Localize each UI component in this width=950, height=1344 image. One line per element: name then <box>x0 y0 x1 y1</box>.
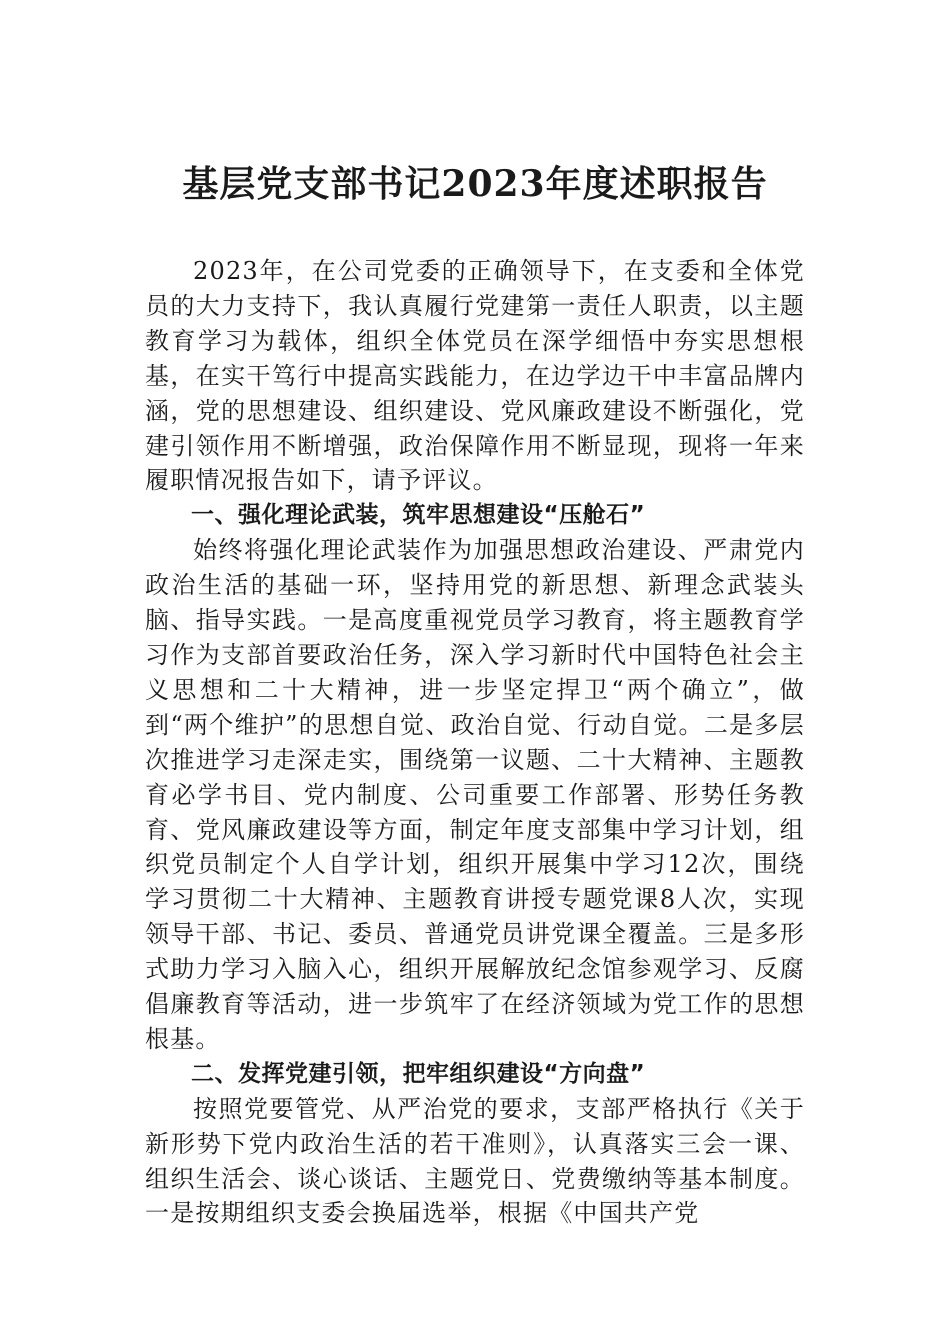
section-2-heading: 二、发挥党建引领，把牢组织建设“方向盘” <box>191 1060 646 1087</box>
section-2-paragraph: 按照党要管党、从严治党的要求，支部严格执行《关于新形势下党内政治生活的若干准则》，认真落实三会一课、组织生活会、谈心谈话、主题党日、党费缴纳等基本制度。一是按期组织支委会换届选举，根据《中国共产党 <box>145 1094 805 1228</box>
section-1-heading: 一、强化理论武装，筑牢思想建设“压舱石” <box>191 502 646 529</box>
document-title: 基层党支部书记2023年度述职报告 <box>182 163 768 205</box>
intro-paragraph: 2023年，在公司党委的正确领导下，在支委和全体党员的大力支持下，我认真履行党建第一责任人职责，以主题教育学习为载体，组织全体党员在深学细悟中夯实思想根基，在实干笃行中提高实践能力，在边学边干中丰富品牌内涵，党的思想建设、组织建设、党风廉政建设不断强化，党建引领作用不断增强，政治保障作用不断显现，现将一年来履职情况报告如下，请予评议。 <box>145 257 805 495</box>
document-body <box>145 254 805 1231</box>
section-1-paragraph: 始终将强化理论武装作为加强思想政治建设、严肃党内政治生活的基础一环，坚持用党的新思想、新理念武装头脑、指导实践。一是高度重视党员学习教育，将主题教育学习作为支部首要政治任务，深入学习新时代中国特色社会主义思想和二十大精神，进一步坚定捍卫“两个确立”，做到“两个维护”的思想自觉、政治自觉、行动自觉。二是多层次推进学习走深走实，围绕第一议题、二十大精神、主题教育必学书目、党内制度、公司重要工作部署、形势任务教育、党风廉政建设等方面，制定年度支部集中学习计划，组织党员制定个人自学计划，组织开展集中学习12次，围绕学习贯彻二十大精神、主题教育讲授专题党课8人次，实现领导干部、书记、委员、普通党员讲党课全覆盖。三是多形式助力学习入脑入心，组织开展解放纪念馆参观学习、反腐倡廉教育等活动，进一步筑牢了在经济领域为党工作的思想根基。 <box>145 536 805 1053</box>
